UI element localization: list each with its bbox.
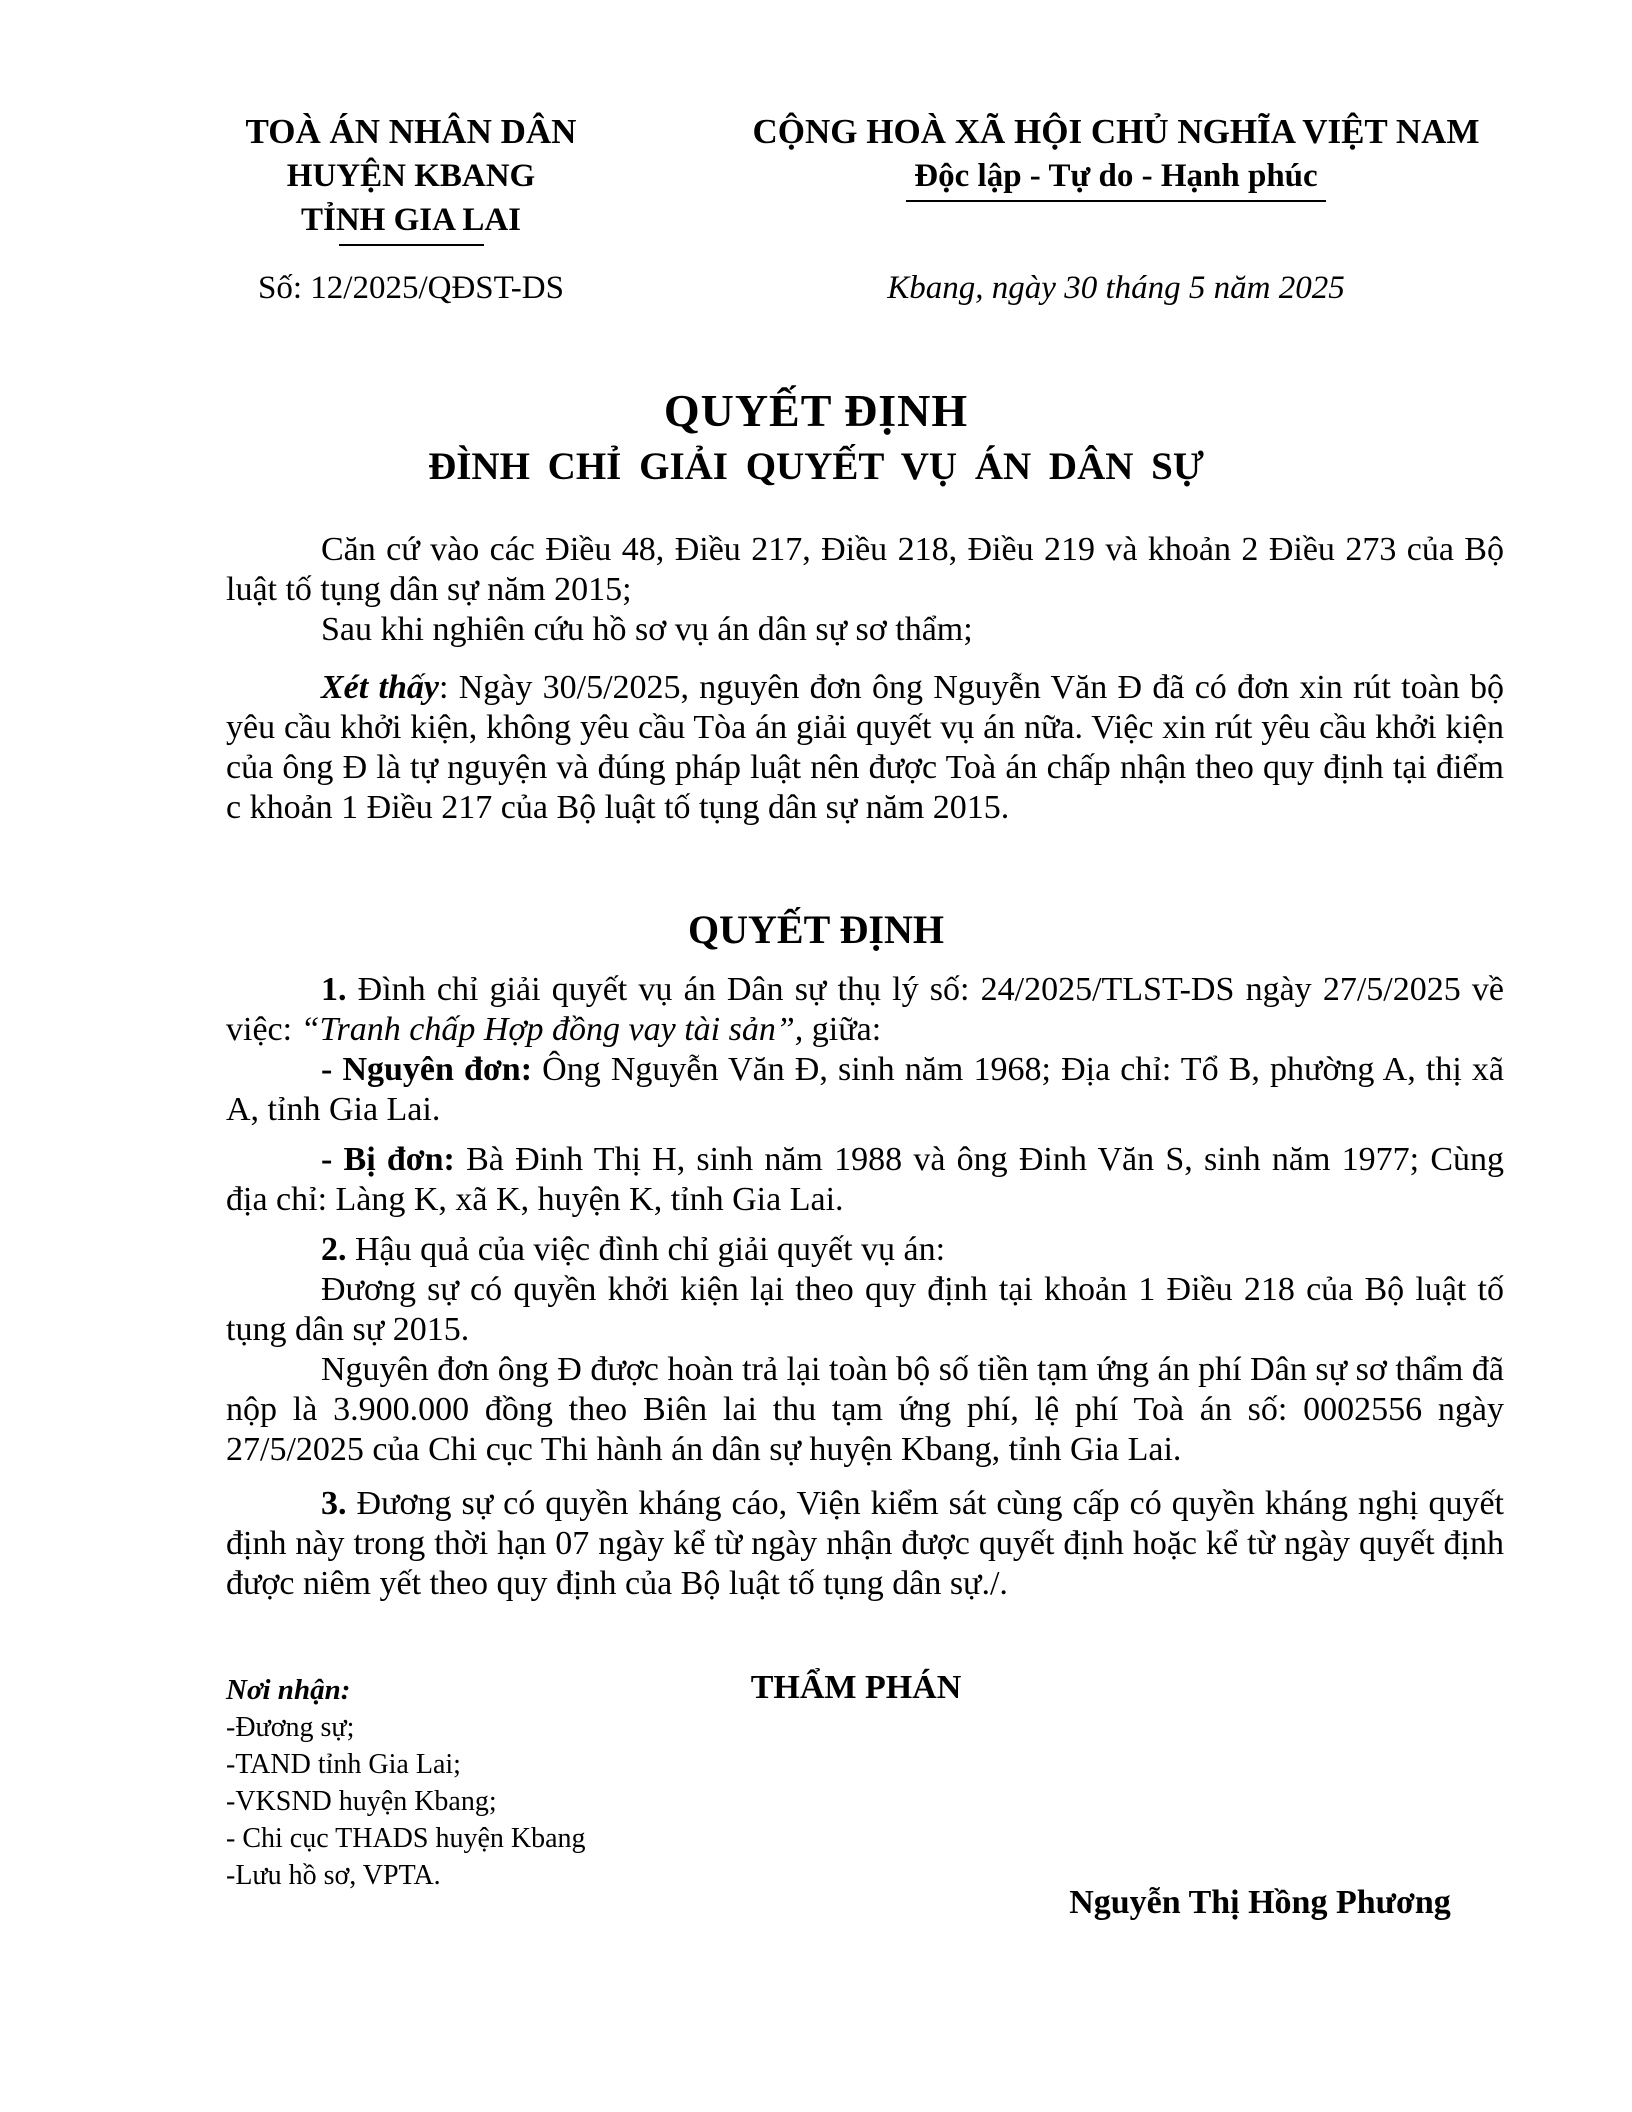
decision-heading: QUYẾT ĐỊNH	[688, 907, 944, 952]
plaintiff-text: Ông Nguyễn Văn Đ, sinh năm 1968; Địa chỉ: Tổ B, phường A, thị xã A, tỉnh Gia Lai.	[226, 1051, 1504, 1128]
court-district: HUYỆN KBANG	[286, 158, 536, 194]
defendant-label: - Bị đơn:	[321, 1141, 455, 1178]
court-name-block	[196, 110, 626, 246]
motto-underline	[906, 200, 1326, 202]
plaintiff-paragraph	[226, 1050, 1504, 1130]
recipient-item: - Chi cục THADS huyện Kbang	[226, 1823, 586, 1854]
item-1-tail: giữa:	[803, 1011, 882, 1048]
judge-title: THẨM PHÁN	[750, 1669, 962, 1706]
item-2-text: Hậu quả của việc đình chỉ giải quyết vụ án:	[346, 1231, 946, 1268]
court-name: TOÀ ÁN NHÂN DÂN	[245, 112, 577, 151]
plaintiff-label: - Nguyên đơn:	[321, 1051, 533, 1088]
place-date: Kbang, ngày 30 tháng 5 năm 2025	[887, 270, 1345, 306]
decision-body	[226, 970, 1504, 1604]
decision-item-3	[226, 1484, 1504, 1604]
item-2-number: 2.	[321, 1231, 347, 1268]
nation-name: CỘNG HOÀ XÃ HỘI CHỦ NGHĨA VIỆT NAM	[752, 112, 1480, 151]
decision-item-1	[226, 970, 1504, 1050]
research-note: Sau khi nghiên cứu hồ sơ vụ án dân sự sơ thẩm;	[321, 611, 973, 648]
legal-basis-text: Căn cứ vào các Điều 48, Điều 217, Điều 218, Điều 219 và khoản 2 Điều 273 của Bộ luật tố tụng dân sự năm 2015;	[226, 531, 1504, 608]
consideration-text: : Ngày 30/5/2025, nguyên đơn ông Nguyễn Văn Đ đã có đơn xin rút toàn bộ yêu cầu khởi kiện, không yêu cầu Tòa án giải quyết vụ án nữa. Việc xin rút yêu cầu khởi kiện của ông Đ là tự nguyện và đúng pháp luật nên được Toà án chấp nhận theo quy định tại điểm c khoản 1 Điều 217 của Bộ luật tố tụng dân sự năm 2015.	[226, 669, 1504, 826]
decision-item-2	[226, 1230, 1504, 1270]
recipient-item: -VKSND huyện Kbang;	[226, 1786, 497, 1817]
item-2-consequence-2: Nguyên đơn ông Đ được hoàn trả lại toàn bộ số tiền tạm ứng án phí Dân sự sơ thẩm đã nộp là 3.900.000 đồng theo Biên lai thu tạm ứng phí, lệ phí Toà án số: 0002556 ngày 27/5/2025 của Chi cục Thi hành án dân sự huyện Kbang, tỉnh Gia Lai.	[226, 1351, 1504, 1468]
defendant-text: Bà Đinh Thị H, sinh năm 1988 và ông Đinh Văn S, sinh năm 1977; Cùng địa chỉ: Làng K, xã K, huyện K, tỉnh Gia Lai.	[226, 1141, 1504, 1218]
consideration-paragraph	[226, 668, 1504, 828]
national-motto: Độc lập - Tự do - Hạnh phúc	[914, 158, 1318, 194]
national-heading	[716, 110, 1516, 202]
item-3-number: 3.	[321, 1485, 347, 1522]
document-number: Số: 12/2025/QĐST-DS	[258, 270, 564, 306]
legal-basis	[226, 530, 1504, 828]
judge-name: Nguyễn Thị Hồng Phương	[1069, 1884, 1451, 1921]
court-province: TỈNH GIA LAI	[300, 202, 522, 238]
court-underline	[339, 244, 484, 246]
recipient-item: -Đương sự;	[226, 1712, 355, 1743]
document-title: QUYẾT ĐỊNH	[663, 385, 969, 436]
document-subtitle: ĐÌNH CHỈ GIẢI QUYẾT VỤ ÁN DÂN SỰ	[428, 445, 1204, 488]
recipient-item: -TAND tỉnh Gia Lai;	[226, 1749, 461, 1780]
item-2-consequence-1: Đương sự có quyền khởi kiện lại theo quy định tại khoản 1 Điều 218 của Bộ luật tố tụng dân sự 2015.	[226, 1271, 1504, 1348]
case-name: “Tranh chấp Hợp đồng vay tài sản”,	[300, 1011, 804, 1048]
item-1-number: 1.	[321, 971, 347, 1008]
recipients-heading: Nơi nhận:	[226, 1674, 351, 1706]
item-1-text: Đình chỉ giải quyết vụ án Dân sự thụ lý số: 24/2025/TLST-DS ngày 27/5/2025 về việc:	[226, 971, 1504, 1048]
recipient-item: -Lưu hồ sơ, VPTA.	[226, 1860, 441, 1891]
consideration-label: Xét thấy	[321, 669, 439, 706]
item-3-text: Đương sự có quyền kháng cáo, Viện kiểm sát cùng cấp có quyền kháng nghị quyết định này trong thời hạn 07 ngày kể từ ngày nhận được quyết định hoặc kể từ ngày quyết định được niêm yết theo quy định của Bộ luật tố tụng dân sự./.	[226, 1485, 1504, 1602]
defendant-paragraph	[226, 1140, 1504, 1220]
